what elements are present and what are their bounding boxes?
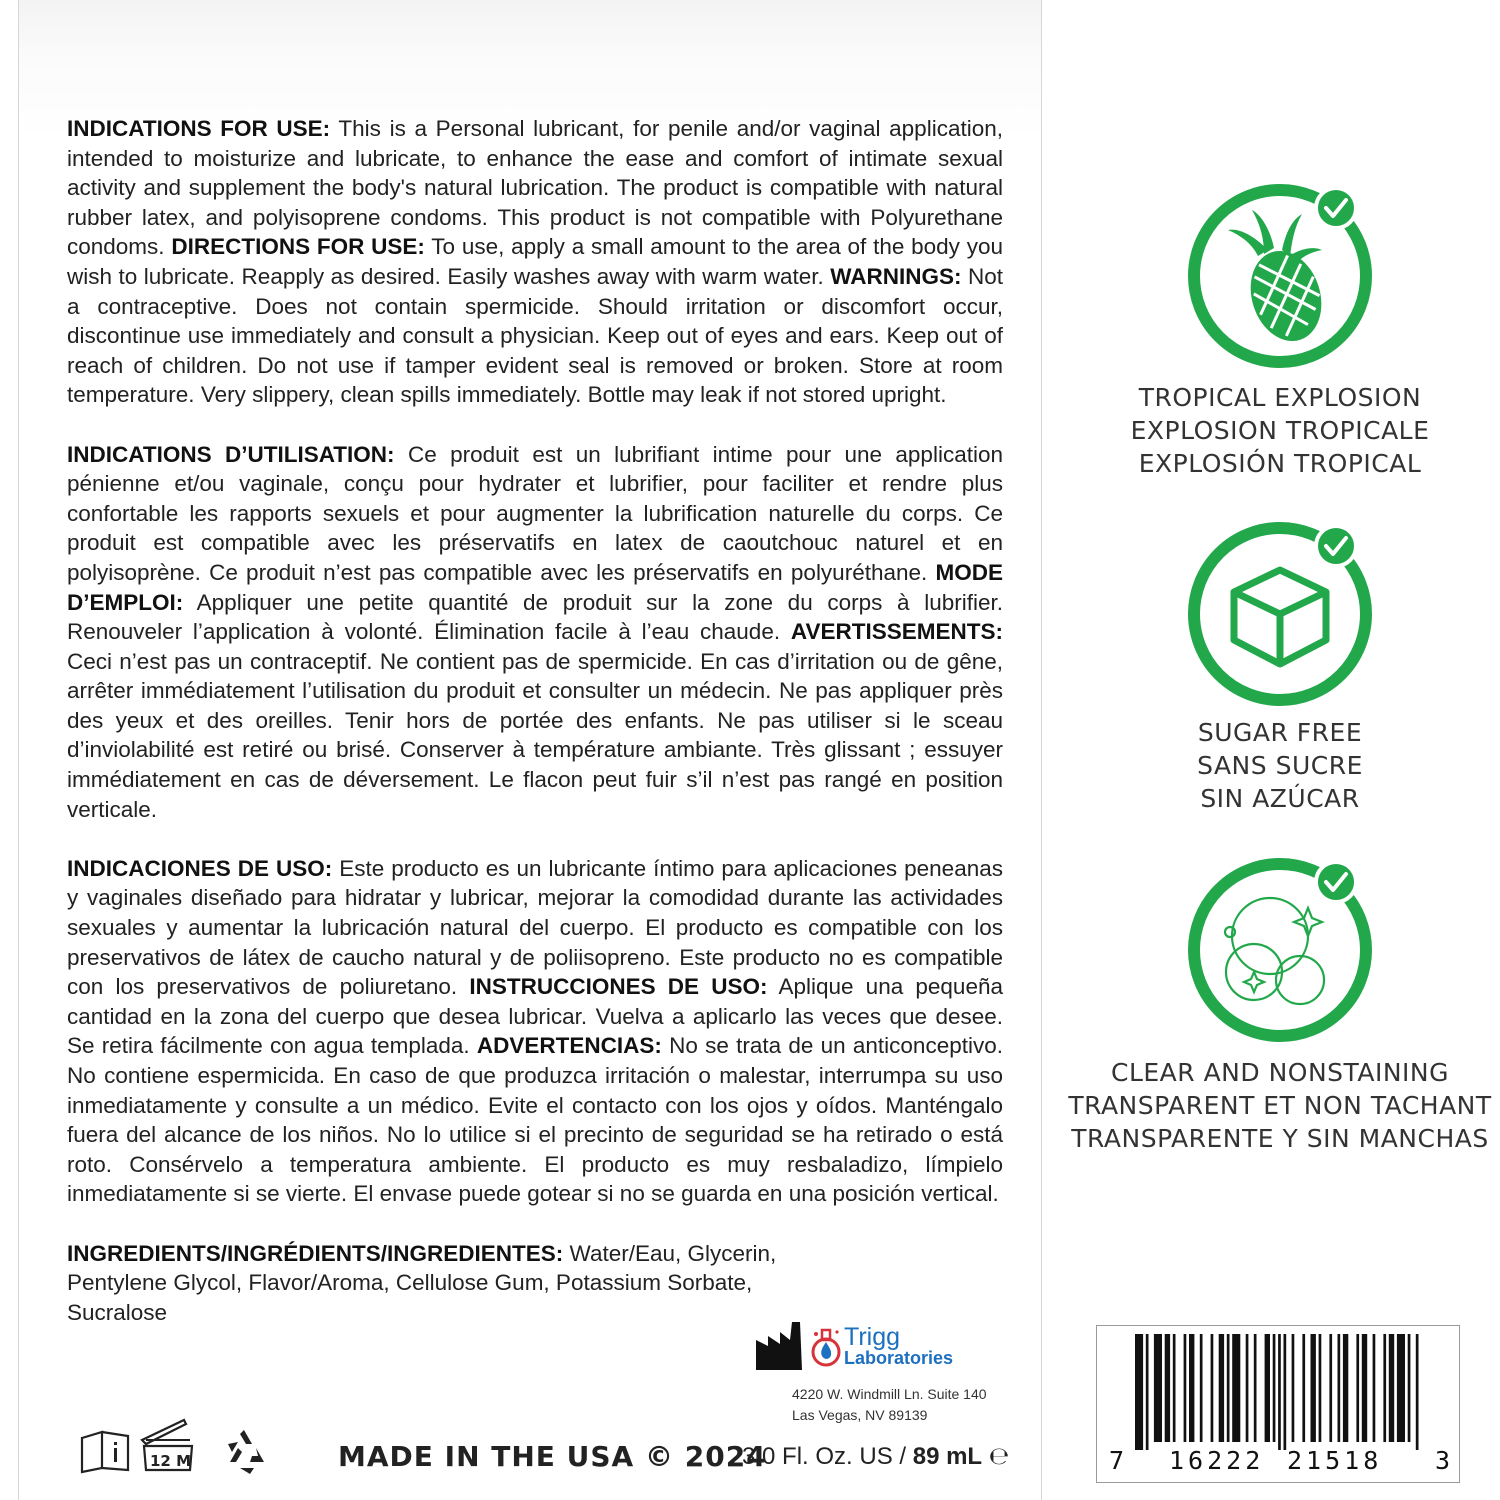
volume-ml: 89 mL [912,1443,983,1470]
barcode-bar [1200,1334,1203,1442]
barcode-bar [1356,1334,1359,1442]
barcode-bar [1389,1334,1394,1442]
directions-label-es: INSTRUCCIONES DE USO: [469,974,768,1000]
barcode-bar [1173,1334,1176,1442]
feature-sugar-free-caption [1040,716,1500,815]
indications-label-en: INDICATIONS FOR USE: [67,116,331,141]
barcode-bar [1254,1334,1257,1442]
caption-line: SIN AZÚCAR [1200,784,1360,813]
barcode-bar [1211,1334,1214,1442]
caption-line: CLEAR AND NONSTAINING [1110,1058,1449,1087]
volume-label [742,1442,1009,1471]
barcode-bar [1343,1334,1348,1442]
barcode-digits [1097,1446,1459,1476]
indications-label-es: INDICACIONES DE USO: [67,855,333,881]
made-in-usa: MADE IN THE USA © 2024 [338,1440,767,1473]
caption-line: SANS SUCRE [1197,751,1363,780]
barcode-bar [1416,1334,1419,1450]
warnings-label-es: ADVERTENCIAS: [476,1033,662,1059]
caption-line: EXPLOSIÓN TROPICAL [1138,449,1422,478]
ingredients-section [67,1239,827,1328]
indications-text-fr: Ce produit est un lubrifiant intime pour une application pénienne et/ou vaginale, conçu pour hydrater et lubrifier, pour faciliter et rendre plus confortable les rapports sexuels et pour augmenter la lubrification naturelle du corps. Ce produit est compatible avec les préservatifs en latex de caoutchouc naturel et en polyisoprène. Ce produit n’est pas compatible avec les préservatifs en polyuréthane. [67,441,1003,585]
read-instructions-icon [82,1432,128,1472]
barcode-bar [1329,1334,1332,1442]
barcode-bar [1292,1334,1295,1442]
barcode-bar [1383,1334,1386,1442]
address-line2: Las Vegas, NV 89139 [792,1407,928,1423]
caption-line: TRANSPARENT ET NON TACHANT [1068,1091,1492,1120]
warnings-text-fr: Ceci n’est pas un contraceptif. Ne contient pas de spermicide. En cas d’irritation ou de gêne, arrêter immédiatement l’utilisation du produit et consulter un médecin. Ne pas appliquer près des yeux et des oreilles. Tenir hors de portée des enfants. Ne pas utiliser si le sceau d’inviolabilité est retiré ou brisé. Conserver à température ambiante. Très glissant ; essuyer immédiatement en cas de déversement. Le flacon peut fuir s’il n’est pas rangé en position verticale. [67,648,1003,822]
manufacturer-name-line1: Trigg [844,1323,901,1351]
english-section [67,114,1003,410]
barcode [1096,1325,1460,1483]
barcode-bar [1302,1334,1305,1442]
recycle-icon [228,1430,264,1474]
barcode-bar [1319,1334,1322,1442]
address-line1: 4220 W. Windmill Ln. Suite 140 [792,1386,987,1402]
caption-line: TRANSPARENTE Y SIN MANCHAS [1071,1124,1489,1153]
period-after-opening-icon [142,1420,192,1470]
sugar-cube-icon [1182,516,1378,712]
ingredients-text: Water/Eau, Glycerin, Pentylene Glycol, Flavor/Aroma, Cellulose Gum, Potassium Sorbate, Sucralose [67,1240,777,1325]
barcode-bar [1135,1334,1143,1450]
barcode-left-group: 16222 [1169,1446,1265,1475]
manufacturer-address [792,1384,987,1426]
barcode-bar [1265,1334,1270,1442]
directions-label-en: DIRECTIONS FOR USE: [171,234,425,260]
caption-line: SUGAR FREE [1197,718,1363,747]
barcode-bar [1219,1334,1224,1442]
trigg-logo-icon [808,1328,844,1373]
manufacturer-name-line2: Laboratories [844,1348,954,1368]
caption-line: EXPLOSION TROPICALE [1130,416,1430,445]
barcode-bar [1397,1334,1405,1442]
directions-text-fr: Appliquer une petite quantité de produit sur la zone du corps à lubrifier. Renouveler l’application à volonté. Élimination facile à l’eau chaude. [67,589,1003,645]
barcode-bars [1097,1326,1459,1450]
spanish-section [67,854,1003,1209]
barcode-right-group: 21518 [1287,1446,1383,1475]
pineapple-icon [1182,178,1378,374]
barcode-bar [1227,1334,1230,1442]
barcode-bar [1246,1334,1249,1442]
directions-text-en: To use, apply a small amount to the area of the body you wish to lubricate. Reapply as desired. Easily washes away with warm water. [67,234,1003,289]
barcode-bar [1184,1334,1187,1442]
manufacturer-name [844,1323,954,1369]
regulatory-icons [80,1418,270,1483]
barcode-bar [1165,1334,1170,1442]
warnings-text-en: Not a contraceptive. Does not contain spermicide. Should irritation or discomfort occur, discontinue use immediately and consult a physician. Keep out of eyes and ears. Keep out of reach of children. Do not use if tamper evident seal is removed or broken. Store at room temperature. Very slippery, clean spills immediately. Bottle may leak if not stored upright. [67,263,1003,408]
barcode-check-digit: 3 [1435,1446,1451,1475]
barcode-bar [1146,1334,1149,1450]
barcode-bar [1232,1334,1240,1442]
features-panel [1040,0,1500,1500]
barcode-bar [1284,1334,1287,1450]
estimated-sign-icon: ℮ [988,1442,1010,1470]
ingredients-label: INGREDIENTS/INGRÉDIENTS/INGREDIENTES: [67,1240,564,1266]
feature-tropical-caption [1040,381,1500,480]
indications-label-fr: INDICATIONS D’UTILISATION: [67,441,395,467]
factory-icon [756,1322,806,1375]
barcode-bar [1373,1334,1376,1442]
indications-text-es: Este producto es un lubricante íntimo para aplicaciones peneanas y vaginales diseñado para hidratar y lubricar, mejorar la comodidad durante las actividades sexuales y aumentar la lubricación natural del cuerpo. El producto es compatible con los preservativos de látex de caucho natural y de poliisopreno. Este producto no es compatible con los preservativos de poliuretano. [67,855,1003,1000]
barcode-bar [1311,1334,1316,1442]
warnings-text-es: No se trata de un anticonceptivo. No contiene espermicida. En caso de que produzca irritación o malestar, interrumpa su uso inmediatamente y consulte a un médico. Evite el contacto con los ojos y oídos. Manténgalo fuera del alcance de los niños. No lo utilice si el precinto de seguridad se ha retirado o está roto. Consérvelo a temperatura ambiente. El producto es muy resbaladizo, límpielo inmediatamente si se vierte. El envase puede gotear si no se guarda en una posición vertical. [67,1033,1003,1207]
barcode-bar [1154,1334,1162,1442]
barcode-first-digit: 7 [1109,1446,1125,1475]
french-section [67,440,1003,825]
barcode-bar [1362,1334,1367,1442]
barcode-bar [1273,1334,1276,1442]
volume-oz: 3.0 Fl. Oz. US / [742,1443,913,1470]
barcode-bar [1338,1334,1341,1442]
pao-label: 12 M [150,1452,192,1470]
warnings-label-en: WARNINGS: [830,263,962,289]
barcode-bar [1408,1334,1411,1442]
barcode-bar [1278,1334,1281,1450]
indications-text-en: This is a Personal lubricant, for penile and/or vaginal application, intended to moisturize and lubricate, to enhance the ease and comfort of intimate sexual activity and supplement the body's natural lubrication. The product is compatible with natural rubber latex, and polyisoprene condoms. This product is not compatible with Polyurethane condoms. [67,116,1003,260]
warnings-label-fr: AVERTISSEMENTS: [790,619,1003,645]
directions-text-es: Aplique una pequeña cantidad en la zona del cuerpo que desea lubricar. Vuelva a aplicarlo las veces que desee. Se retira fácilmente con agua templada. [67,974,1003,1059]
bubbles-icon [1182,852,1378,1048]
directions-label-fr: MODE D’EMPLOI: [67,559,1003,615]
barcode-bar [1189,1334,1194,1442]
instructions-text [67,114,1003,1357]
feature-clear-caption [1040,1056,1500,1155]
caption-line: TROPICAL EXPLOSION [1138,383,1422,412]
